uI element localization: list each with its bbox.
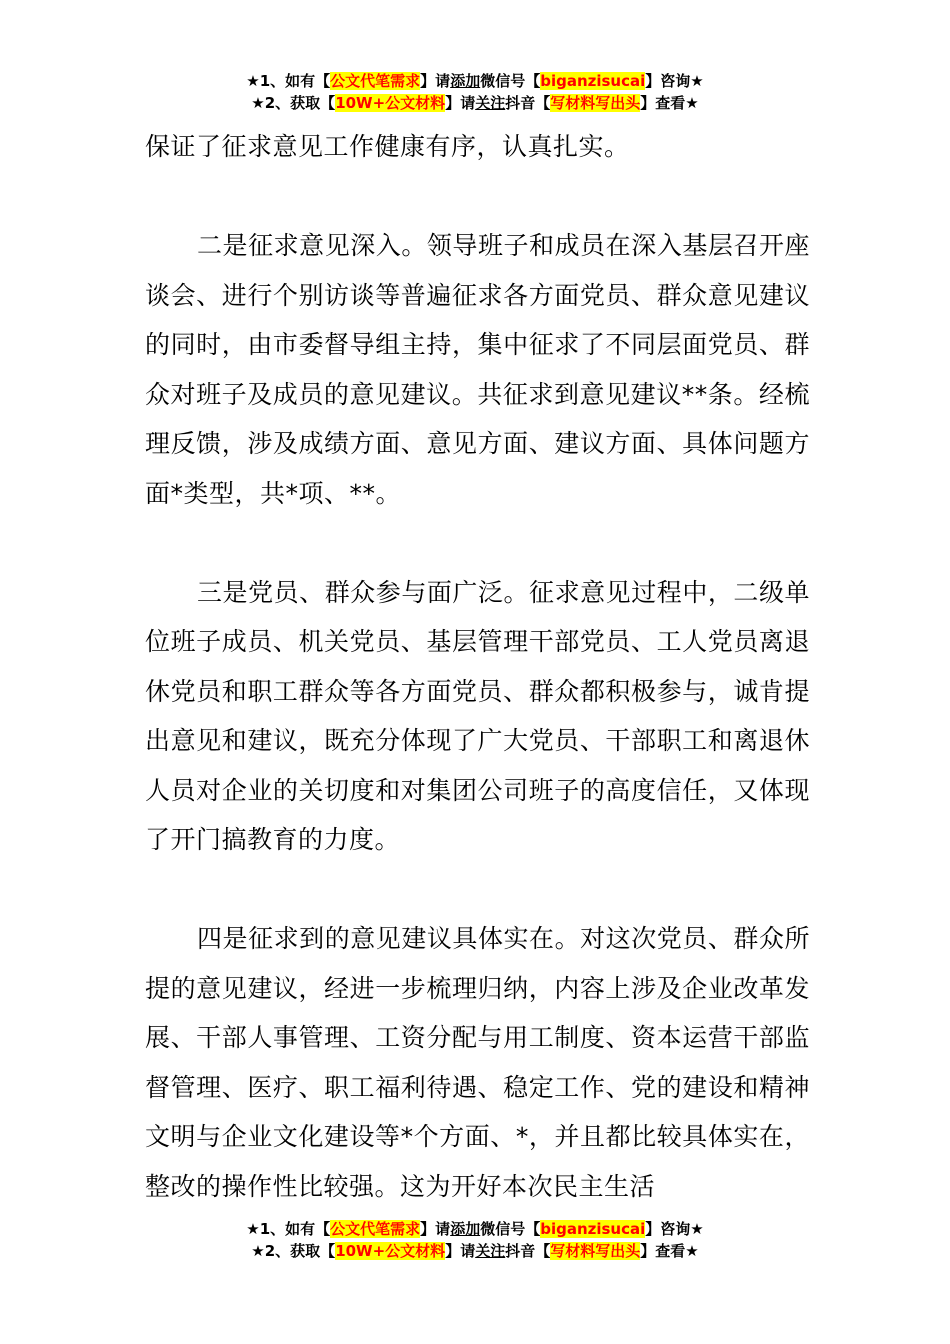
ad-highlight: 10W+公文材料	[335, 94, 446, 112]
ad-highlight: biganzisucai	[540, 1220, 646, 1238]
paragraph-2: 二是征求意见深入。领导班子和成员在深入基层召开座谈会、进行个别访谈等普遍征求各方面党员、群众意见建议的同时，由市委督导组主持，集中征求了不同层面党员、群众对班子及成员的意见建议。共征求到意见建议**条。经梳理反馈，涉及成绩方面、意见方面、建议方面、具体问题方面*类型，共*项、**。	[145, 231, 810, 508]
ad-highlight: 公文代笔需求	[330, 1220, 421, 1238]
document-body	[145, 122, 810, 1211]
ad-highlight: biganzisucai	[540, 72, 646, 90]
ad-header	[0, 70, 950, 114]
ad-highlight: 公文代笔需求	[330, 72, 421, 90]
ad-footer-line-2: ★2、获取【10W+公文材料】请关注抖音【写材料写出头】查看★	[251, 1242, 699, 1260]
ad-footer	[0, 1218, 950, 1262]
paragraph-continuation: 保证了征求意见工作健康有序，认真扎实。	[145, 132, 630, 161]
ad-highlight: 写材料写出头	[550, 1242, 641, 1260]
paragraph-3: 三是党员、群众参与面广泛。征求意见过程中，二级单位班子成员、机关党员、基层管理干部党员、工人党员离退休党员和职工群众等各方面党员、群众都积极参与，诚肯提出意见和建议，既充分体现了广大党员、干部职工和离退休人员对企业的关切度和对集团公司班子的高度信任，又体现了开门搞教育的力度。	[145, 577, 810, 854]
ad-header-line-2: ★2、获取【10W+公文材料】请关注抖音【写材料写出头】查看★	[251, 94, 699, 112]
ad-highlight: 写材料写出头	[550, 94, 641, 112]
ad-footer-line-1: ★1、如有【公文代笔需求】请添加微信号【biganzisucai】咨询★	[246, 1220, 704, 1238]
paragraph-4: 四是征求到的意见建议具体实在。对这次党员、群众所提的意见建议，经进一步梳理归纳，内容上涉及企业改革发展、干部人事管理、工资分配与用工制度、资本运营干部监督管理、医疗、职工福利待遇、稳定工作、党的建设和精神文明与企业文化建设等*个方面、*，并且都比较具体实在，整改的操作性比较强。这为开好本次民主生活	[145, 924, 810, 1201]
ad-highlight: 10W+公文材料	[335, 1242, 446, 1260]
ad-header-line-1: ★1、如有【公文代笔需求】请添加微信号【biganzisucai】咨询★	[246, 72, 704, 90]
